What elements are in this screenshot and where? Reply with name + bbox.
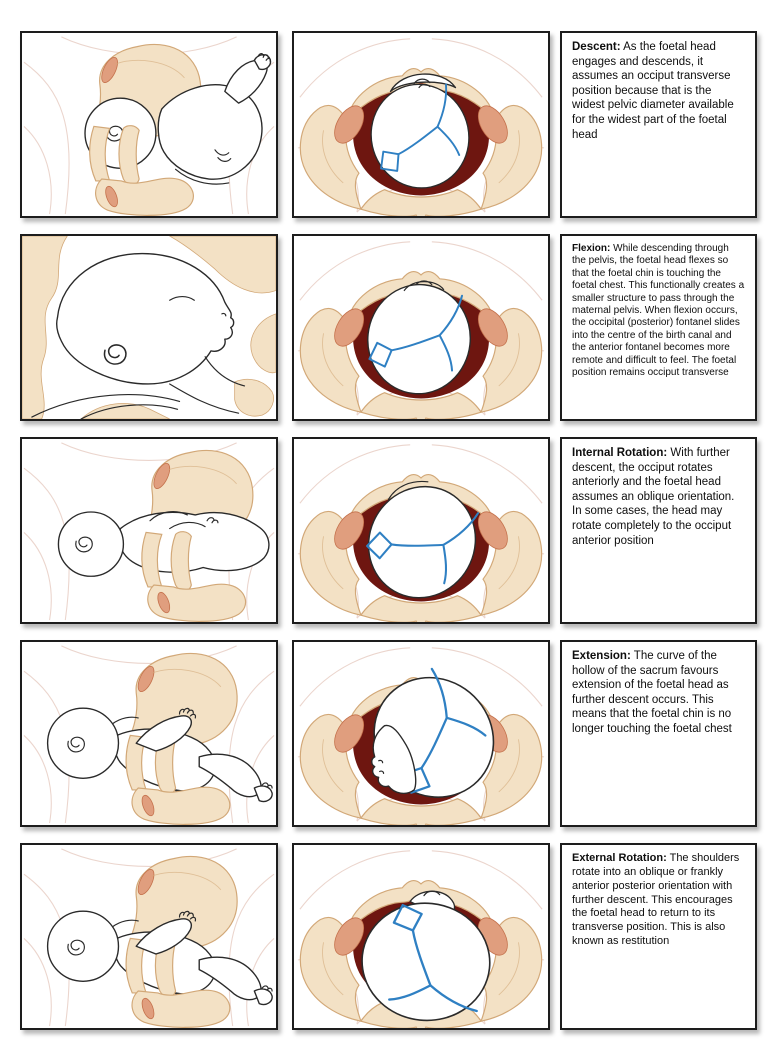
stage-body-flexion: While descending through the pelvis, the foetal head flexes so that the foetal chin is touching the foetal chest. This functionally creates a smaller structure to pass through the maternal pelvis. When flexion occurs, the occipital (posterior) fontanel slides into the centre of the birth canal and the anterior fontanel becomes more remote and difficult to feel. The foetal position remains occiput transverse xyxy=(572,243,745,378)
side-view-illustration-extension xyxy=(22,642,276,825)
pelvic-inlet-illustration-internal-rotation xyxy=(294,439,548,622)
pelvic-inlet-illustration-external-rotation xyxy=(294,845,548,1028)
pelvic-inlet-illustration-extension xyxy=(294,642,548,825)
side-view-illustration-external-rotation xyxy=(22,845,276,1028)
stage-title-flexion: Flexion: xyxy=(572,243,611,254)
pelvic-inlet-illustration-flexion xyxy=(294,236,548,419)
panel-top-view-internal-rotation xyxy=(292,437,550,624)
panel-top-view-flexion xyxy=(292,234,550,421)
panel-text-external-rotation xyxy=(560,843,757,1030)
stage-title-external-rotation: External Rotation: xyxy=(572,852,667,864)
panel-side-view-flexion xyxy=(20,234,278,421)
stage-description-external-rotation xyxy=(572,852,745,949)
panel-side-view-descent xyxy=(20,31,278,218)
foetal-head-profile xyxy=(32,254,245,419)
side-view-illustration-flexion xyxy=(22,236,276,419)
stage-title-internal-rotation: Internal Rotation: xyxy=(572,447,668,459)
stage-description-extension xyxy=(572,649,745,737)
panel-side-view-internal-rotation xyxy=(20,437,278,624)
panel-top-view-extension xyxy=(292,640,550,827)
stage-description-flexion xyxy=(572,243,745,379)
panel-text-extension xyxy=(560,640,757,827)
panel-top-view-descent xyxy=(292,31,550,218)
panel-text-internal-rotation xyxy=(560,437,757,624)
stage-body-descent: As the foetal head engages and descends, it assumes an occiput transverse position because that is the widest pelvic diameter available for the widest part of the foetal head xyxy=(572,41,734,141)
panel-text-descent xyxy=(560,31,757,218)
side-view-illustration-internal-rotation xyxy=(22,439,276,622)
pelvic-inlet-illustration-descent xyxy=(294,33,548,216)
stage-title-descent: Descent: xyxy=(572,41,621,53)
panel-side-view-external-rotation xyxy=(20,843,278,1030)
panel-side-view-extension xyxy=(20,640,278,827)
side-view-illustration-descent xyxy=(22,33,276,216)
stage-body-internal-rotation: With further descent, the occiput rotates anteriorly and the foetal head assumes an oblique orientation. In some cases, the head may rotate completely to the occiput anterior position xyxy=(572,447,735,547)
foetal-head xyxy=(58,512,123,576)
panel-top-view-external-rotation xyxy=(292,843,550,1030)
stage-body-extension: The curve of the hollow of the sacrum favours extension of the foetal head as further descent occurs. This means that the foetal chin is no longer touching the foetal chest xyxy=(572,650,732,735)
stage-description-descent xyxy=(572,40,745,142)
panel-text-flexion xyxy=(560,234,757,421)
stage-body-external-rotation: The shoulders rotate into an oblique or frankly anterior posterior orientation with further descent. This encourages the foetal head to return to its transverse position. This is also known as restitution xyxy=(572,852,740,948)
stage-description-internal-rotation xyxy=(572,446,745,548)
stage-title-extension: Extension: xyxy=(572,650,631,662)
